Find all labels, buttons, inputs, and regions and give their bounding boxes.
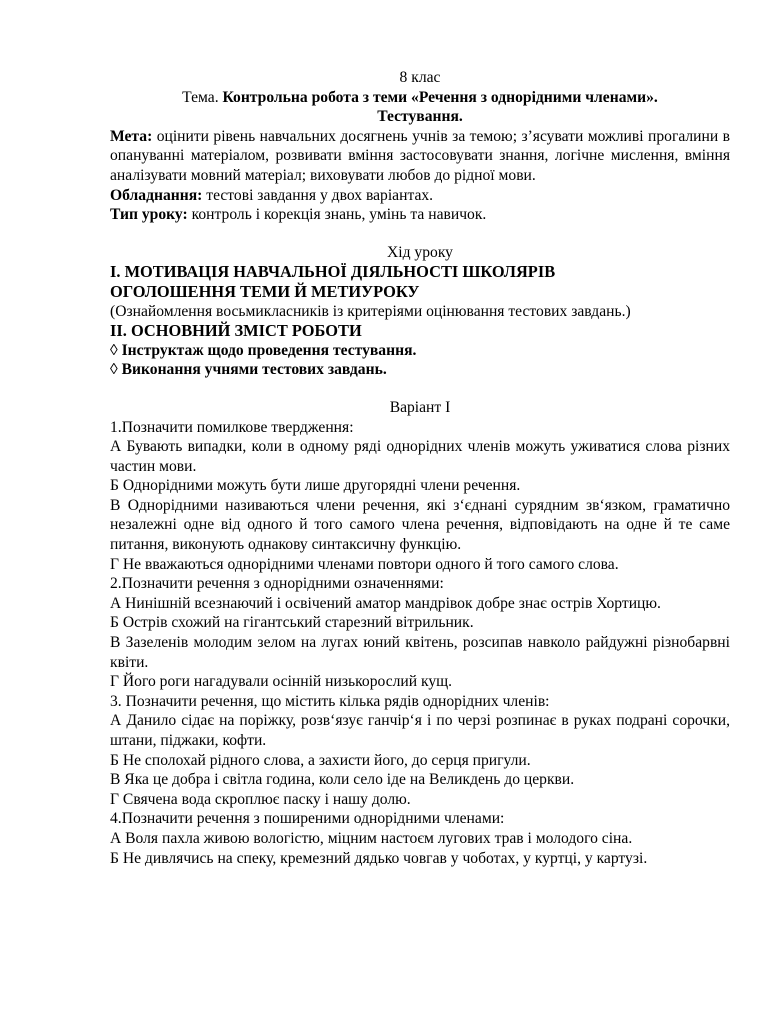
answer-option-b: Б Не сполохай рідного слова, а захисти його, до серця пригули. <box>110 751 531 769</box>
answer-option-d: Г Свячена вода скроплює паску і нашу долю. <box>110 790 411 808</box>
question-text: 1.Позначити помилкове твердження: <box>110 418 354 436</box>
goal-label: Мета: <box>110 127 153 145</box>
topic-prefix: Тема. <box>182 88 223 106</box>
lesson-type-line <box>110 205 730 225</box>
section-1-heading: I. МОТИВАЦІЯ НАВЧАЛЬНОЇ ДІЯЛЬНОСТІ ШКОЛЯРІВ <box>110 262 556 282</box>
question-3 <box>110 692 730 810</box>
answer-option-d: Г Його роги нагадували осінній низькорослий кущ. <box>110 673 453 691</box>
topic-title: Контрольна робота з теми «Речення з однорідними членами». <box>222 88 658 106</box>
question-text: 4.Позначити речення з поширеними однорідними членами: <box>110 810 505 828</box>
answer-option-a: А Воля пахла живою вологістю, міцним настоєм лугових трав і молодого сіна. <box>110 829 633 847</box>
answer-option-c: В Зазеленів молодим зелом на лугах юний квітень, розсипав навколо райдужні різнобарвні квіти. <box>110 634 730 671</box>
goal-paragraph <box>110 127 730 186</box>
answer-option-b: Б Острів схожий на гігантський старезний вітрильник. <box>110 614 474 632</box>
variant-title: Варіант I <box>389 398 451 416</box>
answer-option-a: А Нинішній всезнаючий і освічений аматор мандрівок добре знає острів Хортицю. <box>110 594 661 612</box>
question-text: 3. Позначити речення, що містить кілька рядів однорідних членів: <box>110 692 550 710</box>
question-2 <box>110 574 730 692</box>
topic-line-2: Тестування. <box>377 108 463 126</box>
lesson-title: Хід уроку <box>387 243 453 261</box>
answer-option-d: Г Не вважаються однорідними членами повтори одного й того самого слова. <box>110 555 619 573</box>
bullet-execution: ◊ Виконання учнями тестових завдань. <box>110 361 387 379</box>
section-1-subheading: ОГОЛОШЕННЯ ТЕМИ Й МЕТИУРОКУ <box>110 281 420 301</box>
lesson-type-label: Тип уроку: <box>110 206 188 224</box>
question-text: 2.Позначити речення з однорідними означеннями: <box>110 575 444 593</box>
equipment-text: тестові завдання у двох варіантах. <box>202 186 434 204</box>
topic-line <box>110 88 730 108</box>
answer-option-a: А Данило сідає на поріжку, розв‘язує ганчір‘я і по черзі розпинає в руках подрані сорочки, штани, піджаки, кофти. <box>110 712 730 749</box>
bullet-instruction: ◊ Інструктаж щодо проведення тестування. <box>110 341 417 359</box>
section-1-note: (Ознайомлення восьмикласників із критеріями оцінювання тестових завдань.) <box>110 302 631 320</box>
question-1 <box>110 418 730 575</box>
answer-option-a: А Бувають випадки, коли в одному ряді однорідних членів можуть уживатися слова різних частин мови. <box>110 438 730 475</box>
lesson-type-text: контроль і корекція знань, умінь та навичок. <box>187 206 487 224</box>
answer-option-b: Б Не дивлячись на спеку, кремезний дядько човгав у чоботах, у куртці, у картузі. <box>110 849 648 867</box>
answer-option-c: В Однорідними називаються члени речення, які з‘єднані сурядним зв‘язком, граматично незалежні одне від одного й того самого члена речення, відповідають на одне й те саме питання, виконують однакову синтаксичну функцію. <box>110 496 730 554</box>
equipment-label: Обладнання: <box>110 186 203 204</box>
answer-option-b: Б Однорідними можуть бути лише другорядні члени речення. <box>110 477 521 495</box>
spacer <box>110 380 730 398</box>
goal-text: оцінити рівень навчальних досягнень учнів за темою; з’ясувати можливі прогалини в опануванні матеріалом, розвивати вміння застосовувати знання, логічне мислення, вміння аналізувати мовний матеріал; виховувати любов до рідної мови. <box>110 127 730 184</box>
question-4 <box>110 809 730 868</box>
section-2-heading: II. ОСНОВНИЙ ЗМІСТ РОБОТИ <box>110 321 362 341</box>
equipment-line <box>110 186 730 206</box>
grade-line: 8 клас <box>399 69 441 86</box>
answer-option-c: В Яка це добра і світла година, коли село іде на Великдень до церкви. <box>110 771 575 789</box>
spacer <box>110 225 730 243</box>
